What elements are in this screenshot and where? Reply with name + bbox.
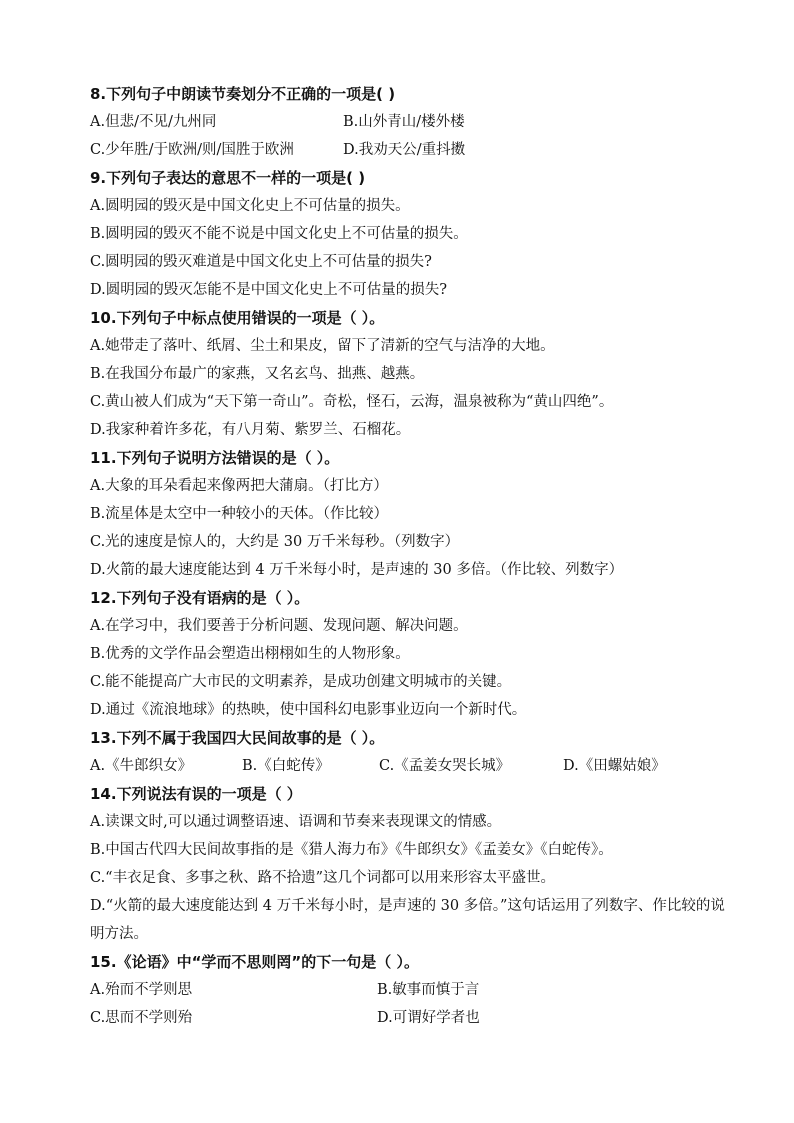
option-a: A.读课文时,可以通过调整语速、语调和节奏来表现课文的情感。 xyxy=(90,814,502,830)
question-stem: 8.下列句子中朗读节奏划分不正确的一项是( ) xyxy=(90,85,396,103)
option-b: B.流星体是太空中一种较小的天体。（作比较） xyxy=(90,506,389,522)
option-c: C.黄山被人们成为“天下第一奇山”。奇松，怪石，云海，温泉被称为“黄山四绝”。 xyxy=(90,394,614,410)
option-c: C.圆明园的毁灭难道是中国文化史上不可估量的损失? xyxy=(90,254,432,270)
option-row xyxy=(90,752,730,780)
question-8 xyxy=(90,80,730,164)
option-c: C.少年胜/于欧洲/则/国胜于欧洲 xyxy=(90,142,294,158)
option-d: D.我家种着许多花，有八月菊、紫罗兰、石榴花。 xyxy=(90,422,411,438)
question-stem: 9.下列句子表达的意思不一样的一项是( ) xyxy=(90,169,366,187)
option-a: A.《牛郎织女》 xyxy=(90,758,193,774)
option-b: B.山外青山/楼外楼 xyxy=(343,114,465,130)
option-c: C.光的速度是惊人的，大约是 30 万千米每秒。（列数字） xyxy=(90,534,460,550)
question-11 xyxy=(90,444,730,584)
option-row xyxy=(90,976,730,1004)
option-d: D.可谓好学者也 xyxy=(377,1010,480,1026)
option-row xyxy=(90,108,730,136)
option-c: C.能不能提高广大市民的文明素养，是成功创建文明城市的关键。 xyxy=(90,674,512,690)
option-d: D.火箭的最大速度能达到 4 万千米每小时，是声速的 30 多倍。（作比较、列数字） xyxy=(90,562,624,578)
option-c: C.《孟姜女哭长城》 xyxy=(379,758,511,774)
option-b: B.优秀的文学作品会塑造出栩栩如生的人物形象。 xyxy=(90,646,410,662)
option-b: B.在我国分布最广的家燕，又名玄鸟、拙燕、越燕。 xyxy=(90,366,425,382)
option-a: A.殆而不学则思 xyxy=(90,982,193,998)
option-b: B.圆明园的毁灭不能不说是中国文化史上不可估量的损失。 xyxy=(90,226,468,242)
option-b: B.中国古代四大民间故事指的是《猎人海力布》《牛郎织女》《孟姜女》《白蛇传》。 xyxy=(90,842,613,858)
option-a: A.但悲/不见/九州同 xyxy=(90,114,217,130)
question-stem: 14.下列说法有误的一项是（ ） xyxy=(90,785,302,803)
question-stem: 13.下列不属于我国四大民间故事的是（ ）。 xyxy=(90,729,385,747)
question-9 xyxy=(90,164,730,304)
question-13 xyxy=(90,724,730,780)
option-c: C.“丰衣足食、多事之秋、路不拾遗”这几个词都可以用来形容太平盛世。 xyxy=(90,870,556,886)
option-d: D.《田螺姑娘》 xyxy=(563,758,666,774)
option-a: A.大象的耳朵看起来像两把大蒲扇。（打比方） xyxy=(90,478,388,494)
question-stem: 11.下列句子说明方法错误的是（ ）。 xyxy=(90,449,340,467)
question-12 xyxy=(90,584,730,724)
exam-page xyxy=(90,80,730,1032)
option-d: D.“火箭的最大速度能达到 4 万千米每小时，是声速的 30 多倍。”这句话运用了列数字、作比较的说明方法。 xyxy=(90,898,725,942)
question-10 xyxy=(90,304,730,444)
option-c: C.思而不学则殆 xyxy=(90,1010,193,1026)
question-stem: 12.下列句子没有语病的是（ ）。 xyxy=(90,589,310,607)
option-d: D.通过《流浪地球》的热映，使中国科幻电影事业迈向一个新时代。 xyxy=(90,702,527,718)
option-d: D.我劝天公/重抖擞 xyxy=(343,142,466,158)
question-15 xyxy=(90,948,730,1032)
option-a: A.圆明园的毁灭是中国文化史上不可估量的损失。 xyxy=(90,198,410,214)
option-a: A.她带走了落叶、纸屑、尘土和果皮，留下了清新的空气与洁净的大地。 xyxy=(90,338,555,354)
option-a: A.在学习中，我们要善于分析问题、发现问题、解决问题。 xyxy=(90,618,468,634)
option-row xyxy=(90,136,730,164)
question-stem: 15.《论语》中“学而不思则罔”的下一句是（ ）。 xyxy=(90,953,420,971)
question-stem: 10.下列句子中标点使用错误的一项是（ ）。 xyxy=(90,309,385,327)
option-b: B.《白蛇传》 xyxy=(242,758,330,774)
option-d: D.圆明园的毁灭怎能不是中国文化史上不可估量的损失? xyxy=(90,282,447,298)
option-row xyxy=(90,1004,730,1032)
option-b: B.敏事而慎于言 xyxy=(377,982,480,998)
question-14 xyxy=(90,780,730,948)
